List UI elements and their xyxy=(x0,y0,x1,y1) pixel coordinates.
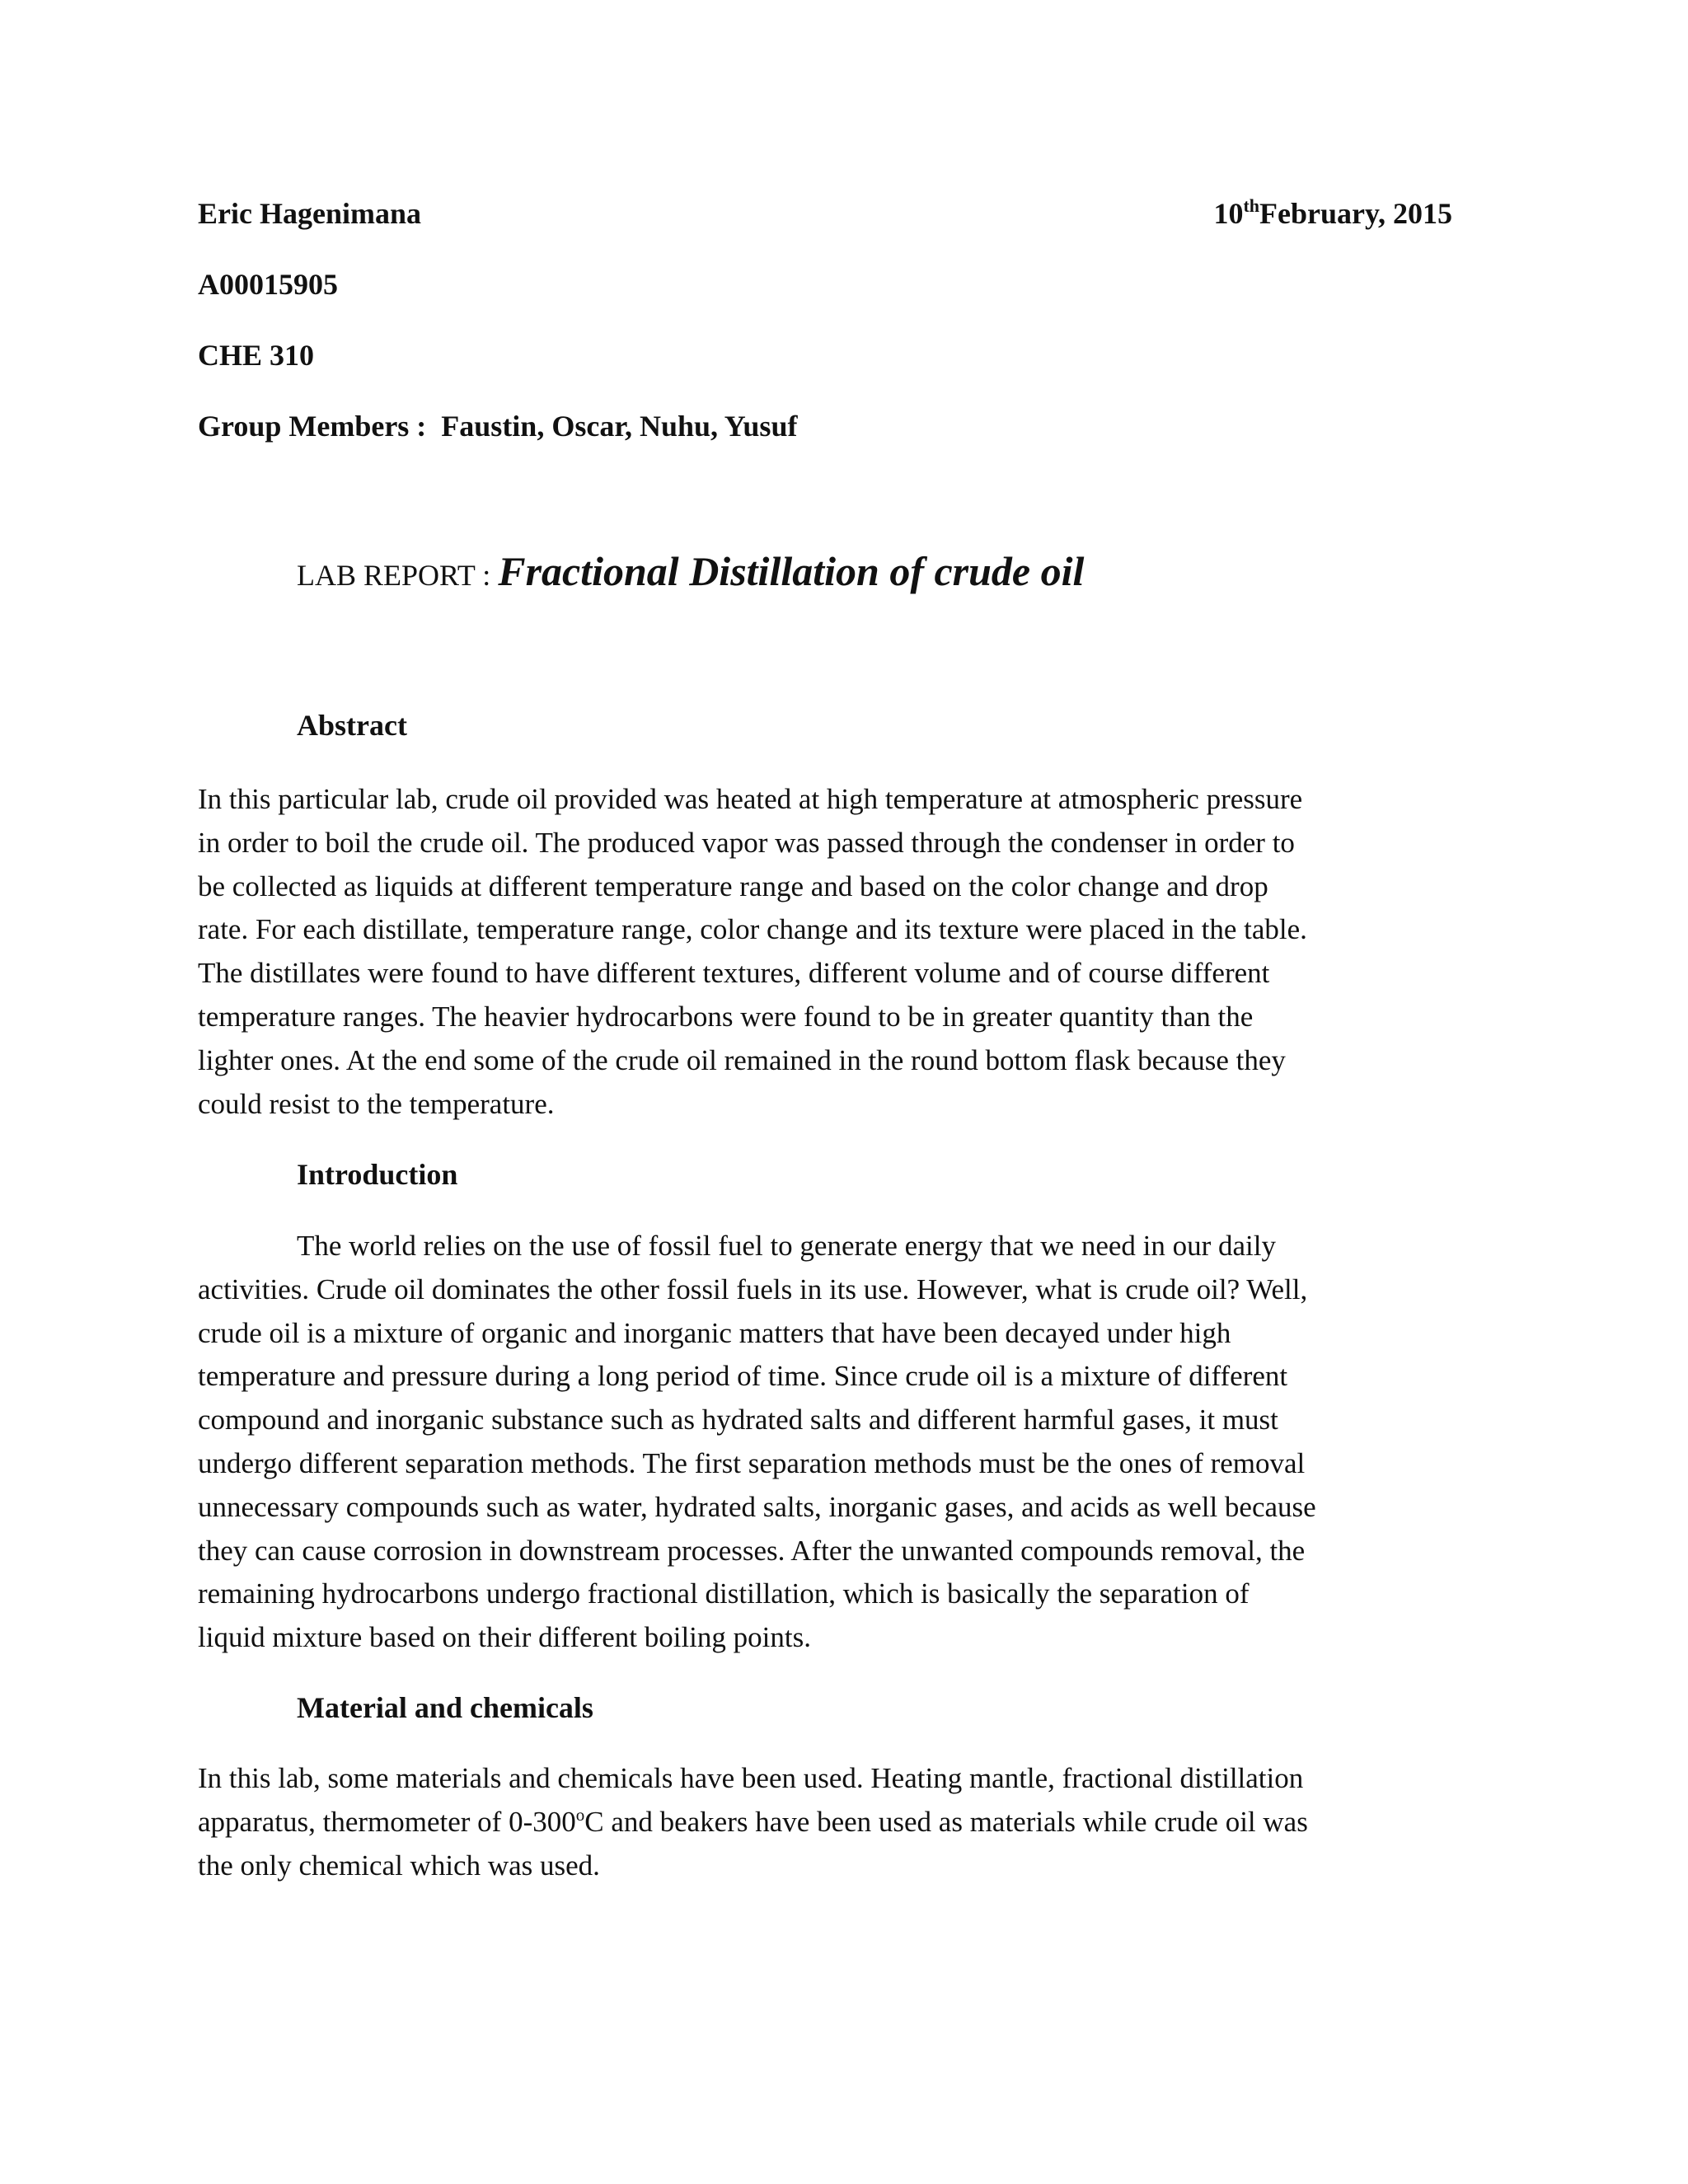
materials-line xyxy=(198,1801,1484,1844)
abstract-heading: Abstract xyxy=(297,709,407,742)
introduction-line: activities. Crude oil dominates the other fossil fuels in its use. However, what is crude oil? Well, xyxy=(198,1272,1308,1305)
introduction-line: undergo different separation methods. The first separation methods must be the ones of removal xyxy=(198,1446,1306,1479)
introduction-line: crude oil is a mixture of organic and inorganic matters that have been decayed under high xyxy=(198,1316,1231,1349)
introduction-heading: Introduction xyxy=(297,1158,458,1191)
group-members-line xyxy=(198,410,797,443)
abstract-line: be collected as liquids at different temperature range and based on the color change and drop xyxy=(198,869,1268,902)
materials-line-part: C and beakers have been used as materials while crude oil was xyxy=(584,1805,1308,1838)
abstract-line: temperature ranges. The heavier hydrocarbons were found to be in greater quantity than the xyxy=(198,1000,1254,1033)
report-title xyxy=(297,547,1084,595)
student-id: A00015905 xyxy=(198,268,338,301)
abstract-line: rate. For each distillate, temperature range, color change and its texture were placed in the table. xyxy=(198,913,1307,946)
introduction-line: unnecessary compounds such as water, hydrated salts, inorganic gases, and acids as well because xyxy=(198,1490,1316,1523)
introduction-line: compound and inorganic substance such as hydrated salts and different harmful gases, it must xyxy=(198,1404,1278,1436)
report-title-prefix: LAB REPORT : xyxy=(297,559,499,592)
date-suffix: th xyxy=(1243,195,1260,216)
introduction-line: they can cause corrosion in downstream processes. After the unwanted compounds removal, the xyxy=(198,1534,1306,1567)
introduction-paragraph xyxy=(198,1225,1484,1660)
course-code: CHE 310 xyxy=(198,339,315,372)
introduction-line: The world relies on the use of fossil fuel to generate energy that we need in our daily xyxy=(297,1230,1277,1262)
abstract-line: In this particular lab, crude oil provided was heated at high temperature at atmospheric pressure xyxy=(198,783,1303,815)
report-title-main: Fractional Distillation of crude oil xyxy=(498,548,1085,594)
degree-superscript: o xyxy=(575,1804,585,1825)
date-rest: February, 2015 xyxy=(1259,197,1452,230)
materials-heading: Material and chemicals xyxy=(297,1691,593,1724)
abstract-paragraph xyxy=(198,778,1484,1126)
introduction-line: remaining hydrocarbons undergo fractional distillation, which is basically the separation of xyxy=(198,1577,1250,1610)
abstract-line: in order to boil the crude oil. The produced vapor was passed through the condenser in order to xyxy=(198,826,1295,859)
abstract-line: lighter ones. At the end some of the crude oil remained in the round bottom flask because they xyxy=(198,1043,1286,1076)
group-members-names: Faustin, Oscar, Nuhu, Yusuf xyxy=(441,410,798,443)
materials-line-part: apparatus, thermometer of 0-300 xyxy=(198,1805,576,1838)
author-name: Eric Hagenimana xyxy=(198,197,421,230)
materials-line: In this lab, some materials and chemicals have been used. Heating mantle, fractional distillation xyxy=(198,1762,1304,1794)
abstract-line: The distillates were found to have different textures, different volume and of course different xyxy=(198,957,1270,990)
report-date xyxy=(1213,197,1452,230)
date-day: 10 xyxy=(1213,197,1244,230)
materials-paragraph xyxy=(198,1757,1484,1887)
introduction-line: liquid mixture based on their different boiling points. xyxy=(198,1621,811,1654)
abstract-line: could resist to the temperature. xyxy=(198,1087,555,1120)
materials-line: the only chemical which was used. xyxy=(198,1849,600,1882)
introduction-line: temperature and pressure during a long period of time. Since crude oil is a mixture of different xyxy=(198,1360,1288,1393)
group-members-label: Group Members : xyxy=(198,410,427,443)
